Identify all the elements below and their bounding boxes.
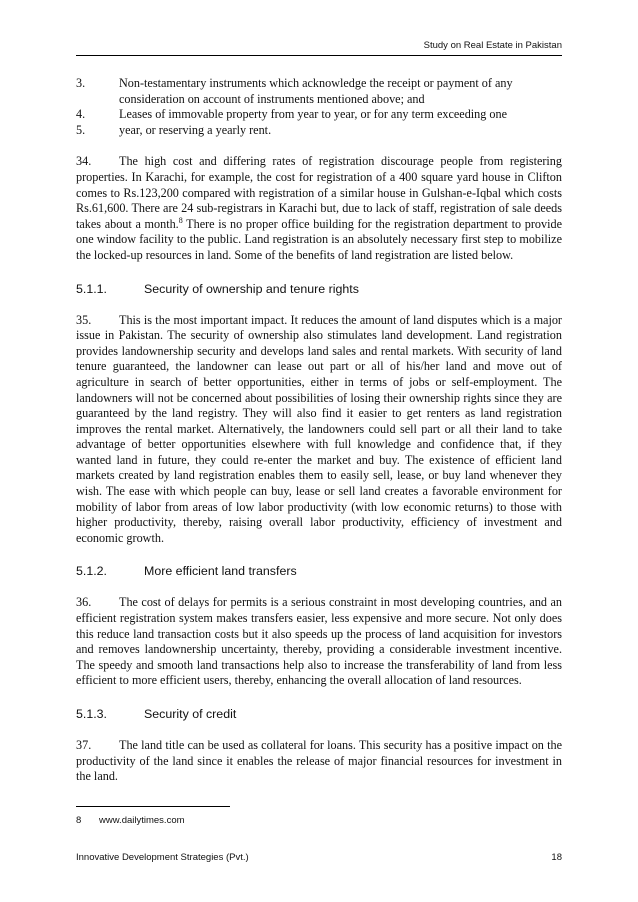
section-heading-5-1-3 (76, 706, 562, 722)
paragraph-36 (76, 595, 562, 689)
paragraph-35 (76, 313, 562, 547)
paragraph-number: 37. (76, 738, 92, 752)
footer-organization: Innovative Development Strategies (Pvt.) (76, 852, 249, 863)
page-number: 18 (551, 852, 562, 863)
paragraph-text: The cost of delays for permits is a serious constraint in most developing countries, and an efficient registration system makes transfers easier, less expensive and more secure. Not only does this reduce land transaction costs but it also speeds up the process of land acquisition for investors and removes landownership uncertainty, thereby, providing a considerable investment incentive. The speedy and smooth land transactions help also to increase the transferability of land from less efficient to more efficient users, thereby, enhancing the overall allocation of land resources. (76, 595, 562, 688)
paragraph-text: The high cost and differing rates of registration discourage people from registering properties. In Karachi, for example, the cost for registration of a 400 square yard house in Clifton comes to Rs.123,200 compared with registration of a similar house in Gulshan-e-Iqbal which costs Rs.61,600. There are 24 sub-registrars in Karachi but, due to lack of staff, registration of sale deeds takes about a month. (76, 154, 562, 231)
paragraph-number: 34. (76, 154, 92, 169)
list-item (76, 76, 562, 107)
list-item (76, 107, 562, 123)
paragraph-text: This is the most important impact. It reduces the amount of land disputes which is a major issue in Pakistan. The security of ownership also stimulates land development. Land registration provides landownership security and develops land sales and rental markets. With security of land tenure guaranteed, the landowner can lease out part or all of his/her land and move out of agriculture in search of better opportunities, either in terms of jobs or self-employment. The landowners will not be concerned about possibilities of losing their ownership rights since they are guaranteed by the land registry. They will also find it easier to get renters as land registration improves the rental market. Alternatively, the landowners could sell part or all their land to take advantage of better opportunities elsewhere with full knowledge and confidence that, if they wanted land in future, they could re-enter the market and buy. The existence of efficient land markets created by land registration enables them to easily sell, lease, or buy land whenever they wish. The ease with which people can buy, lease or sell land creates a favorable environment for mobility of labor from areas of low labor productivity (with low economic returns) to those with higher productivity, thereby, raising overall labor productivity, efficiency of investment and economic growth. (76, 312, 562, 545)
list-item-number: 3. (76, 76, 86, 90)
list-item-number: 4. (76, 107, 86, 122)
list-item (76, 123, 562, 139)
list-item-text: Leases of immovable property from year to year, or for any term exceeding one (119, 107, 507, 122)
paragraph-text: The land title can be used as collateral for loans. This security has a positive impact on the productivity of the land since it enables the release of major financial resources for investment in the land. (76, 738, 562, 784)
footnote (76, 815, 185, 826)
section-number: 5.1.2. (76, 564, 108, 579)
footnote-reference[interactable]: 8 (178, 215, 183, 225)
section-title: More efficient land transfers (144, 564, 297, 579)
section-heading-5-1-1 (76, 281, 562, 297)
list-item-text: year, or reserving a yearly rent. (119, 122, 272, 137)
paragraph-37 (76, 738, 562, 785)
header-rule (76, 55, 562, 56)
section-heading-5-1-2 (76, 563, 562, 579)
list-item-text: Non-testamentary instruments which acknowledge the receipt or payment of any consideration on account of instruments mentioned above; and (119, 76, 513, 106)
running-header: Study on Real Estate in Pakistan (423, 40, 562, 51)
footnote-text: www.dailytimes.com (99, 815, 185, 826)
page-body (76, 76, 562, 785)
section-title: Security of ownership and tenure rights (144, 281, 359, 296)
paragraph-number: 36. (76, 595, 92, 610)
footnote-rule (76, 806, 230, 807)
list-item-number: 5. (76, 122, 86, 137)
section-number: 5.1.3. (76, 707, 108, 721)
paragraph-text: There is no proper office building for the registration department to provide one window facility to the public. Land registration is an absolutely necessary first step to mobilize the locked-up resources in land. Some of the benefits of land registration are listed below. (76, 216, 562, 262)
footnote-number: 8 (76, 815, 82, 826)
section-number: 5.1.1. (76, 281, 108, 296)
paragraph-34 (76, 154, 562, 263)
section-title: Security of credit (144, 707, 237, 721)
paragraph-number: 35. (76, 312, 92, 327)
